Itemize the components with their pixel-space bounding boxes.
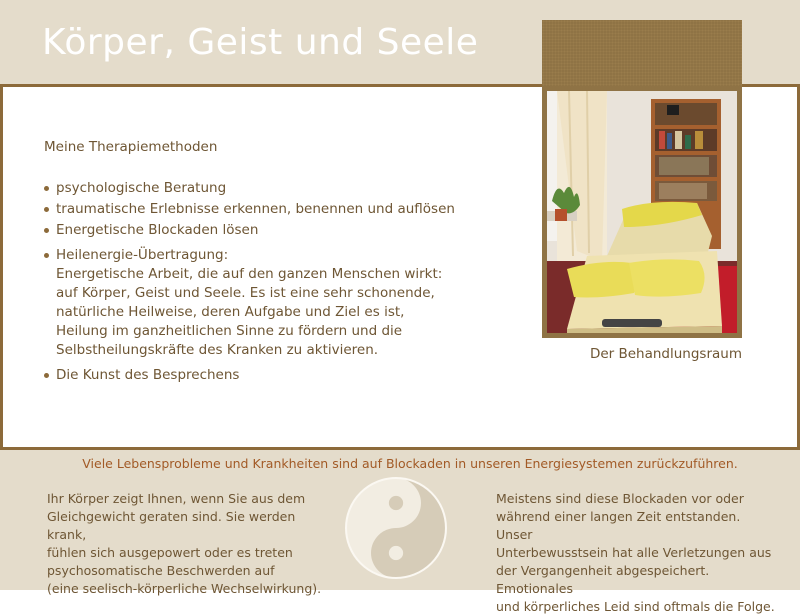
- list-item: [44, 221, 514, 240]
- treatment-room-photo-frame: [542, 86, 742, 338]
- footer-left-text: [47, 490, 327, 598]
- description-line: natürliche Heilweise, deren Aufgabe und Ziel es ist,: [56, 304, 405, 320]
- text-line: und körperliches Leid sind oftmals die Folge.: [496, 599, 775, 614]
- footer-headline: Viele Lebensprobleme und Krankheiten sind auf Blockaden in unseren Energiesystemen zurückzuführen.: [82, 456, 738, 471]
- footer-panel: [0, 447, 800, 614]
- bullet-icon: [44, 207, 49, 212]
- list-item: [44, 179, 514, 198]
- photo-caption: Der Behandlungsraum: [589, 346, 742, 362]
- text-line: Ihr Körper zeigt Ihnen, wenn Sie aus dem: [47, 491, 306, 506]
- bullet-icon: [44, 186, 49, 191]
- description-line: Energetische Arbeit, die auf den ganzen Menschen wirkt:: [56, 266, 443, 282]
- method-label: traumatische Erlebnisse erkennen, benennen und auflösen: [56, 201, 455, 217]
- footer-right-text: [496, 490, 776, 616]
- method-label: psychologische Beratung: [56, 180, 227, 196]
- page-title: Körper, Geist und Seele: [42, 22, 479, 63]
- section-heading: Meine Therapiemethoden: [44, 139, 218, 155]
- therapy-method-list: [44, 179, 514, 385]
- photo-tab: [542, 20, 742, 88]
- method-label: Die Kunst des Besprechens: [56, 367, 240, 383]
- treatment-room-photo: [547, 91, 737, 333]
- text-line: fühlen sich ausgepowert oder es treten: [47, 545, 293, 560]
- yin-yang-icon: [345, 477, 447, 579]
- text-line: (eine seelisch-körperliche Wechselwirkung).: [47, 581, 322, 596]
- list-item: [44, 246, 514, 360]
- list-item: [44, 366, 514, 385]
- description-line: auf Körper, Geist und Seele. Es ist eine sehr schonende,: [56, 285, 435, 301]
- list-item: [44, 200, 514, 219]
- text-line: psychosomatische Beschwerden auf: [47, 563, 275, 578]
- method-description: [56, 265, 514, 360]
- bullet-icon: [44, 373, 49, 378]
- text-line: während einer langen Zeit entstanden. Unser: [496, 509, 741, 542]
- bullet-icon: [44, 228, 49, 233]
- text-line: Gleichgewicht geraten sind. Sie werden krank,: [47, 509, 296, 542]
- bullet-icon: [44, 253, 49, 258]
- text-line: Unterbewusstsein hat alle Verletzungen aus: [496, 545, 772, 560]
- method-label: Energetische Blockaden lösen: [56, 222, 259, 238]
- main-content: [44, 138, 514, 387]
- description-line: Heilung im ganzheitlichen Sinne zu fördern und die: [56, 323, 403, 339]
- text-line: der Vergangenheit abgespeichert. Emotionales: [496, 563, 710, 596]
- method-label: Heilenergie-Übertragung:: [56, 247, 229, 263]
- text-line: Meistens sind diese Blockaden vor oder: [496, 491, 744, 506]
- description-line: Selbstheilungskräfte des Kranken zu aktivieren.: [56, 342, 379, 358]
